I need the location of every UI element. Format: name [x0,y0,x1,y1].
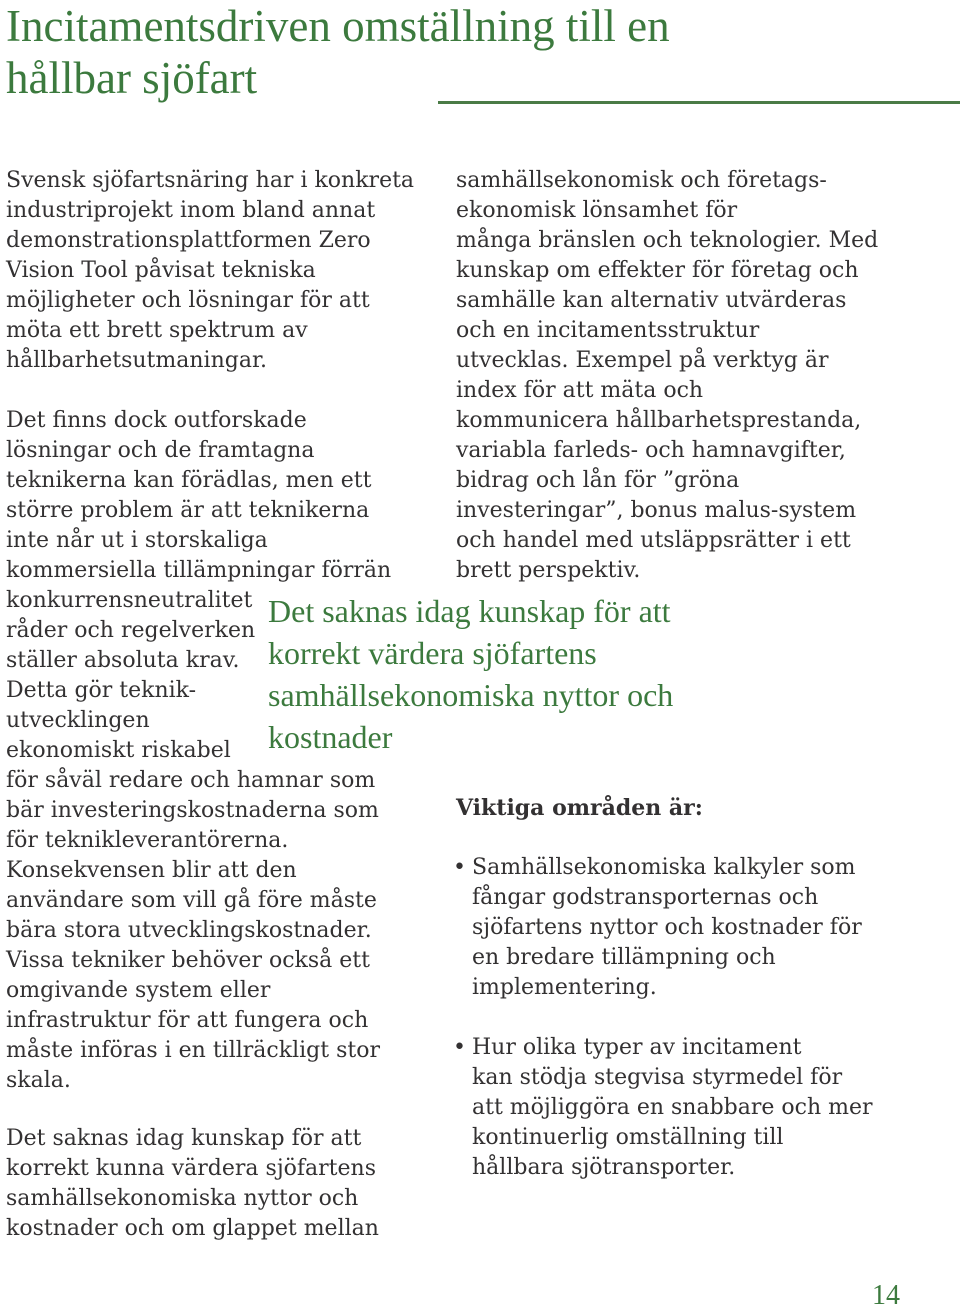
left-paragraph-1: Svensk sjöfartsnäring har i konkreta industriprojekt inom bland annat demonstrationsplattformen Zero Vision Tool påvisat tekniska möjligheter och lösningar för att möta ett brett spektrum av hållbarhetsutmaningar. [6,168,415,373]
pull-quote: Det saknas idag kunskap för att korrekt värdera sjöfartens samhällsekonomiska nyttor och kostnader [268,590,748,758]
bullet-item: • Samhällsekonomiska kalkyler som fångar godstransporternas och sjöfartens nyttor och kostnader för en bredare tillämpning och implementering. [452,853,952,1003]
right-paragraph-1: samhällsekonomisk och företags- ekonomisk lönsamhet för många bränslen och teknologier. Med kunskap om effekter för företag och samhälle kan alternativ utvärderas och en incitamentsstruktur utvecklas. Exempel på verktyg är index för att mäta och kommunicera hållbarhetsprestanda, variabla farleds- och hamnavgifter, bidrag och lån för ”gröna investeringar”, bonus malus-system och handel med utsläppsrätter i ett brett perspektiv. [456,168,879,583]
section-subheading: Viktiga områden är: [456,795,703,821]
page-number: 14 [872,1280,900,1311]
left-paragraph-2: Det finns dock outforskade lösningar och de framtagna teknikerna kan förädlas, men ett större problem är att teknikerna inte når ut i storskaliga kommersiella tillämpningar förrän konkurrensneutralitet råder och regelverken ställer absoluta krav. Detta gör teknik- utvecklingen ekonomiskt riskabel för såväl redare och hamnar som bär investeringskostnaderna som för teknikleverantörerna. Konsekvensen blir att den användare som vill gå före måste bära stora utvecklingskostnader. Vissa tekniker behöver också ett omgivande system eller infrastruktur för att fungera och måste införas i en tillräckligt stor skala. [6,408,392,1093]
bullet-list [452,853,952,1213]
left-paragraph-3: Det saknas idag kunskap för att korrekt kunna värdera sjöfartens samhällsekonomiska nyttor och kostnader och om glappet mellan [6,1126,379,1241]
title-divider [438,101,960,104]
page-title: Incitamentsdriven omställning till en hållbar sjöfart [6,1,670,103]
bullet-item: • Hur olika typer av incitament kan stödja stegvisa styrmedel för att möjliggöra en snabbare och mer kontinuerlig omställning till hållbara sjötransporter. [452,1033,952,1183]
